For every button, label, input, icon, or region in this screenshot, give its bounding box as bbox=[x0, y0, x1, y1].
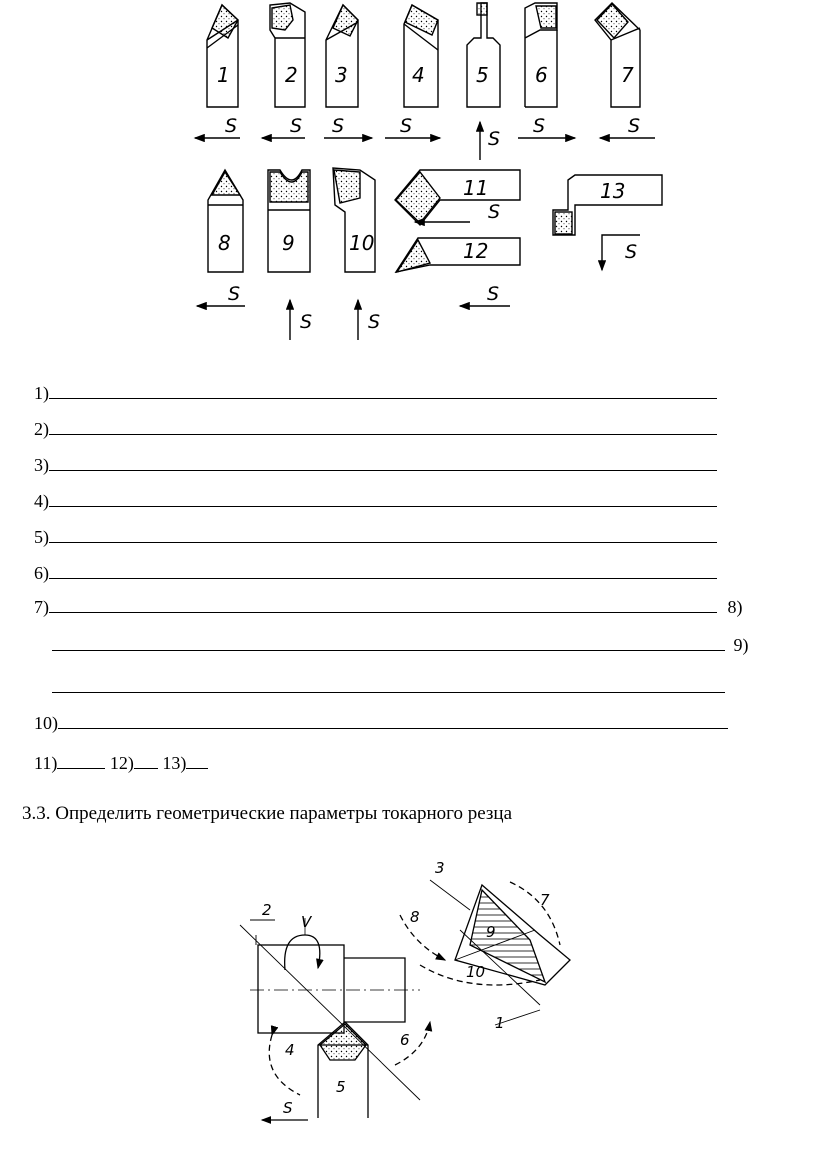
geometry-label-7: 7 bbox=[540, 891, 550, 909]
answer-label-2: 2) bbox=[34, 419, 49, 439]
feed-label-2: S bbox=[290, 115, 303, 137]
cutter-number-6: 6 bbox=[535, 63, 548, 87]
cutter-4 bbox=[404, 5, 438, 107]
feed-label-12: S bbox=[487, 283, 500, 305]
answer-line-7 bbox=[34, 596, 743, 618]
answer-blank-3[interactable] bbox=[49, 456, 717, 471]
answer-label-8: 8) bbox=[727, 597, 743, 617]
geometry-feed-label: S bbox=[283, 1099, 293, 1117]
answer-label-4: 4) bbox=[34, 491, 49, 511]
section-heading: 3.3. Определить геометрические параметры токарного резца bbox=[22, 803, 513, 824]
cutter-number-4: 4 bbox=[412, 63, 425, 87]
answer-blank-6[interactable] bbox=[49, 564, 717, 579]
geometry-label-9: 9 bbox=[486, 923, 496, 941]
answer-line-2 bbox=[34, 418, 717, 440]
answer-blank-9[interactable] bbox=[52, 678, 725, 693]
cutter-number-10: 10 bbox=[349, 231, 375, 255]
answer-line-6 bbox=[34, 562, 717, 584]
feed-label-3: S bbox=[332, 115, 345, 137]
cutter-number-12: 12 bbox=[463, 239, 489, 263]
cutter-2 bbox=[270, 3, 305, 107]
geometry-label-5: 5 bbox=[336, 1078, 346, 1096]
cutter-number-11: 11 bbox=[463, 176, 489, 200]
cutter-1 bbox=[207, 5, 238, 107]
feed-label-8: S bbox=[228, 283, 241, 305]
answer-blank-11[interactable] bbox=[57, 754, 105, 769]
geometry-label-3: 3 bbox=[435, 859, 445, 877]
feed-label-1: S bbox=[225, 115, 238, 137]
cutter-number-13: 13 bbox=[600, 179, 626, 203]
cutter-10 bbox=[333, 168, 375, 272]
answer-label-12: 12) bbox=[109, 753, 134, 773]
feed-label-4: S bbox=[400, 115, 413, 137]
cutter-types-figure bbox=[180, 0, 680, 345]
cutter-9 bbox=[268, 170, 310, 272]
answer-blank-12[interactable] bbox=[134, 754, 158, 769]
feed-label-7: S bbox=[628, 115, 641, 137]
answer-label-5: 5) bbox=[34, 527, 49, 547]
answer-label-10: 10) bbox=[34, 713, 58, 733]
answer-line-5 bbox=[34, 526, 717, 548]
answer-blank-7[interactable] bbox=[49, 598, 717, 613]
geometry-label-1: 1 bbox=[495, 1014, 505, 1032]
answer-label-3: 3) bbox=[34, 455, 49, 475]
answer-label-7: 7) bbox=[34, 597, 49, 617]
cutter-6 bbox=[525, 3, 557, 107]
cutter-12 bbox=[396, 238, 520, 272]
answer-line-9 bbox=[52, 676, 725, 698]
answer-label-13: 13) bbox=[162, 753, 187, 773]
answer-blank-2[interactable] bbox=[49, 420, 717, 435]
cutter-3 bbox=[326, 5, 358, 107]
answer-line-11 bbox=[34, 752, 208, 774]
cutter-number-7: 7 bbox=[621, 63, 634, 87]
answer-blank-10[interactable] bbox=[58, 714, 728, 729]
answer-blank-5[interactable] bbox=[49, 528, 717, 543]
workpiece-large bbox=[258, 945, 344, 1033]
answer-line-1 bbox=[34, 382, 717, 404]
cutter-number-2: 2 bbox=[285, 63, 298, 87]
feed-label-13: S bbox=[625, 241, 638, 263]
feed-label-5: S bbox=[488, 128, 501, 150]
cutter-number-9: 9 bbox=[282, 231, 295, 255]
feed-label-9: S bbox=[300, 311, 313, 333]
cutter-number-5: 5 bbox=[476, 63, 489, 87]
geometry-label-10: 10 bbox=[466, 963, 486, 981]
feed-label-11: S bbox=[488, 201, 501, 223]
feed-label-10: S bbox=[368, 311, 381, 333]
velocity-label: V bbox=[301, 913, 312, 931]
geometry-label-8: 8 bbox=[410, 908, 420, 926]
cutter-11 bbox=[395, 170, 520, 225]
answer-blank-8[interactable] bbox=[52, 636, 725, 651]
cutter-5 bbox=[467, 3, 500, 107]
answer-label-11: 11) bbox=[34, 753, 58, 773]
cutter-number-1: 1 bbox=[217, 63, 230, 87]
answer-line-3 bbox=[34, 454, 717, 476]
answer-label-6: 6) bbox=[34, 563, 49, 583]
answer-label-1: 1) bbox=[34, 383, 49, 403]
geometry-label-6: 6 bbox=[400, 1031, 410, 1049]
cutter-7 bbox=[595, 3, 640, 107]
answer-blank-1[interactable] bbox=[49, 384, 717, 399]
answer-line-4 bbox=[34, 490, 717, 512]
answer-blank-13[interactable] bbox=[186, 754, 208, 769]
answer-line-10 bbox=[34, 712, 728, 734]
cutter-number-8: 8 bbox=[218, 231, 231, 255]
feed-label-6: S bbox=[533, 115, 546, 137]
cutter-8 bbox=[208, 170, 243, 272]
geometry-label-4: 4 bbox=[285, 1041, 295, 1059]
answer-line-8 bbox=[52, 634, 749, 656]
cutter-geometry-figure bbox=[230, 850, 590, 1135]
geometry-label-2: 2 bbox=[262, 901, 272, 919]
cutter-number-3: 3 bbox=[335, 63, 348, 87]
answer-blank-4[interactable] bbox=[49, 492, 717, 507]
answer-label-9: 9) bbox=[733, 635, 749, 655]
